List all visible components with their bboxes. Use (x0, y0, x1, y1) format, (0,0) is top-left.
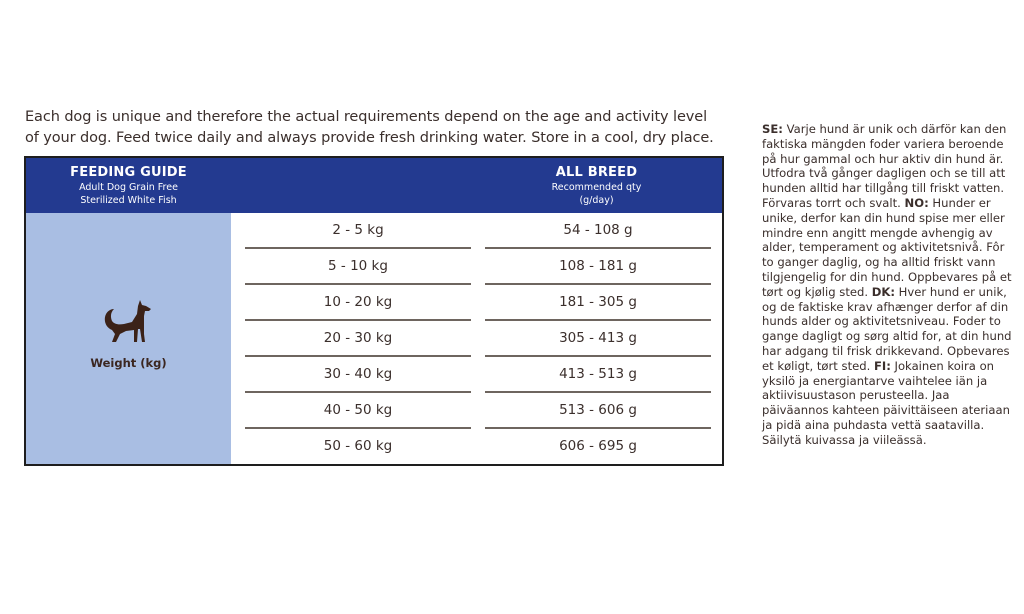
all-breed-header (484, 165, 709, 207)
weight-cell: 30 - 40 kg (323, 366, 393, 382)
product-name-line-2: Sterilized White Fish (80, 195, 177, 206)
intro-line-2: of your dog. Feed twice daily and always provide fresh drinking water. Store in a cool, dry place. (25, 130, 714, 146)
table-row (231, 393, 722, 429)
table-row (231, 357, 722, 393)
fi-text: Jokainen koira on yksilö ja energiantarve vaihtelee iän ja aktiivisuustason perusteella. Jaa päiväannos kahteen päivittäiseen ateriaan ja pidä aina puhdasta vettä saatavilla. Säilytä kuivassa ja viileässä. (762, 358, 1010, 447)
dog-icon (102, 296, 154, 346)
dk-text: Hver hund er unik, og de faktiske krav afhænger derfor af din hunds alder og aktivitetsniveau. Foder to gange dagligt og sørg altid for, at din hund har adgang til frisk drikkevand. Opbevares et køligt, tørt sted. (762, 284, 1012, 373)
feeding-guide-header (26, 165, 231, 207)
table-row (231, 321, 722, 357)
feeding-guide-title: FEEDING GUIDE (70, 165, 187, 180)
product-name-line-1: Adult Dog Grain Free (79, 182, 178, 193)
unit-label: (g/day) (579, 195, 614, 206)
weight-cell: 50 - 60 kg (323, 438, 393, 454)
qty-cell: 606 - 695 g (559, 438, 637, 454)
weight-cell: 10 - 20 kg (323, 294, 393, 310)
recommended-qty-label: Recommended qty (551, 182, 642, 193)
se-text: Varje hund är unik och därför kan den faktiska mängden foder variera beroende på hur gammal och hur aktiv din hund är. Utfodra två gånger dagligen och se till att hunden alltid har tillgång till friskt vatten. Förvaras torrt och svalt. (762, 122, 1007, 210)
table-row (231, 213, 722, 249)
weight-cell: 2 - 5 kg (332, 222, 384, 238)
dk-label: DK: (871, 284, 895, 299)
weight-cell: 20 - 30 kg (323, 330, 393, 346)
se-label: SE: (762, 122, 783, 136)
table-header (26, 158, 722, 213)
qty-cell: 413 - 513 g (559, 366, 637, 382)
qty-cell: 181 - 305 g (559, 294, 637, 310)
fi-label: FI: (873, 358, 891, 373)
feeding-guide-table (24, 156, 724, 466)
table-row (231, 285, 722, 321)
no-text: Hunder er unike, derfor kan din hund spise mer eller mindre enn angitt mengde avhengig av alder, temperament og aktivitetsnivå. Fôr to ganger daglig, og ha alltid friskt vann tilgjengelig for din hund. Oppbevares på et tørt og kjølig sted. (762, 195, 1012, 299)
table-row (231, 249, 722, 285)
weight-label: Weight (kg) (90, 356, 167, 370)
weight-cell: 5 - 10 kg (328, 258, 388, 274)
no-label: NO: (904, 195, 929, 210)
intro-line-1: Each dog is unique and therefore the actual requirements depend on the age and activity level (25, 109, 707, 125)
all-breed-title: ALL BREED (555, 165, 638, 180)
weight-column (26, 213, 231, 464)
qty-cell: 513 - 606 g (559, 402, 637, 418)
qty-cell: 54 - 108 g (563, 222, 633, 238)
translations-text (762, 122, 1012, 448)
qty-cell: 305 - 413 g (559, 330, 637, 346)
intro-text (25, 107, 745, 149)
qty-cell: 108 - 181 g (559, 258, 637, 274)
weight-cell: 40 - 50 kg (323, 402, 393, 418)
table-row (231, 429, 722, 465)
